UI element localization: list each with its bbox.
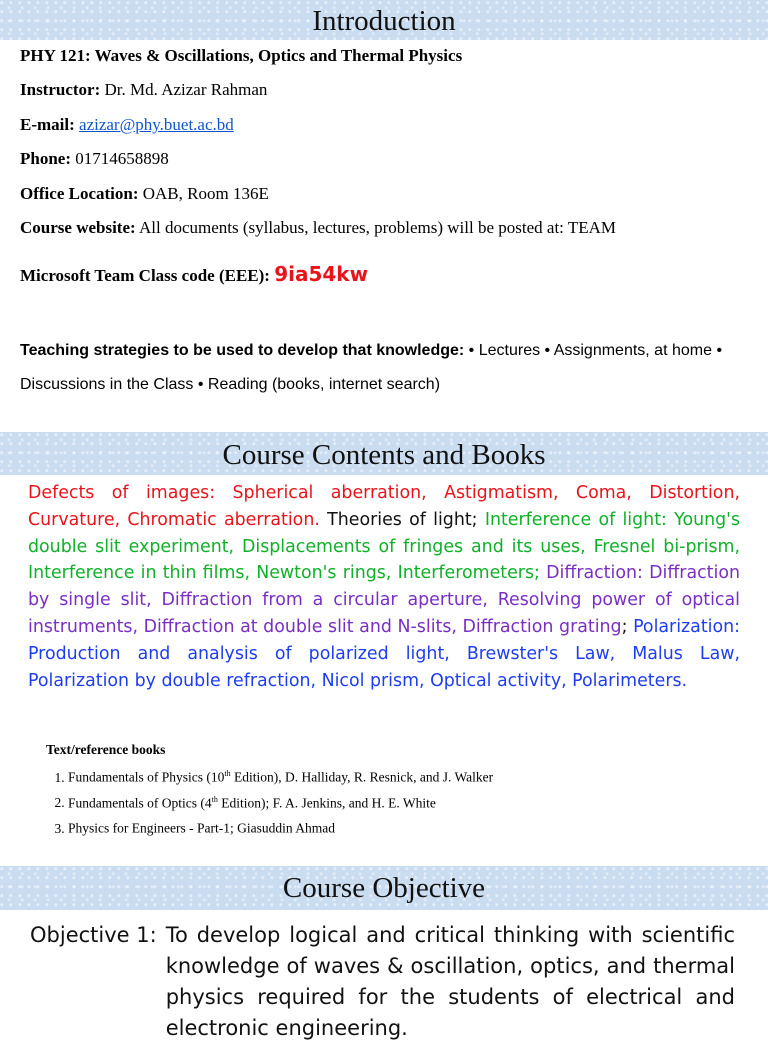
contents-polarization: Polarization: Production and analysis of polarized light, Brewster's Law, Malus Law, Polarization by double refraction, Nicol prism, Optical activity, Polarimeters. bbox=[28, 616, 740, 691]
teaching-label: Teaching strategies to be used to develop that knowledge: bbox=[20, 342, 465, 359]
book-item: 2. Fundamentals of Optics (4th Edition); F. A. Jenkins, and H. E. White bbox=[68, 789, 493, 815]
team-code-label: Microsoft Team Class code (EEE): bbox=[20, 266, 270, 285]
objective-block bbox=[30, 920, 735, 1044]
contents-interference: Interference of light: Young's double slit experiment, Displacements of fringes and its uses, Fresnel bi-prism, Interference in thin films, Newton's rings, Interferometers; bbox=[28, 509, 741, 584]
objective-label: Objective 1: bbox=[30, 923, 157, 947]
book-item: 3. Physics for Engineers - Part-1; Giasuddin Ahmad bbox=[68, 814, 493, 840]
phone-line bbox=[20, 149, 169, 169]
phone-value: 01714658898 bbox=[75, 149, 169, 168]
website-label: Course website: bbox=[20, 218, 136, 237]
phone-label: Phone: bbox=[20, 149, 71, 168]
email-label: E-mail: bbox=[20, 115, 75, 134]
books-list bbox=[46, 763, 493, 840]
instructor-line bbox=[20, 80, 267, 100]
section-header-course-contents bbox=[0, 432, 768, 475]
website-line bbox=[20, 218, 616, 238]
contents-theories: Theories of light; bbox=[327, 509, 478, 530]
section-title: Introduction bbox=[312, 5, 456, 37]
office-line bbox=[20, 184, 269, 204]
office-label: Office Location: bbox=[20, 184, 139, 203]
section-header-introduction bbox=[0, 0, 768, 40]
books-heading: Text/reference books bbox=[46, 742, 166, 757]
instructor-label: Instructor: bbox=[20, 80, 101, 99]
instructor-name: Dr. Md. Azizar Rahman bbox=[104, 80, 268, 99]
contents-separator: ; bbox=[621, 616, 628, 637]
email-line bbox=[20, 115, 234, 135]
email-link[interactable]: azizar@phy.buet.ac.bd bbox=[79, 115, 234, 134]
book-item: 1. Fundamentals of Physics (10th Edition), D. Halliday, R. Resnick, and J. Walker bbox=[68, 763, 493, 789]
section-title: Course Contents and Books bbox=[222, 439, 546, 471]
teaching-strategies bbox=[20, 334, 750, 402]
teaching-value: • Lectures • Assignments, at home • Discussions in the Class • Reading (books, internet search) bbox=[20, 342, 723, 393]
reference-books bbox=[46, 742, 493, 840]
course-contents-paragraph bbox=[28, 480, 740, 694]
course-title: PHY 121: Waves & Oscillations, Optics and Thermal Physics bbox=[20, 46, 463, 65]
contents-defects: Defects of images: Spherical aberration, Astigmatism, Coma, Distortion, Curvature, Chromatic aberration. bbox=[28, 483, 740, 530]
team-code-value: 9ia54kw bbox=[274, 262, 369, 286]
team-code-line bbox=[20, 262, 368, 286]
objective-text: To develop logical and critical thinking with scientific knowledge of waves & oscillation, optics, and thermal physics required for the students of electrical and electronic engineering. bbox=[165, 923, 735, 1040]
office-value: OAB, Room 136E bbox=[142, 184, 269, 203]
section-header-course-objective bbox=[0, 866, 768, 910]
website-value: All documents (syllabus, lectures, problems) will be posted at: TEAM bbox=[138, 218, 617, 237]
contents-diffraction: Diffraction: Diffraction by single slit, Diffraction from a circular aperture, Resolving power of optical instruments, Diffraction at double slit and N-slits, Diffraction grating bbox=[28, 563, 740, 637]
section-title: Course Objective bbox=[282, 872, 486, 904]
